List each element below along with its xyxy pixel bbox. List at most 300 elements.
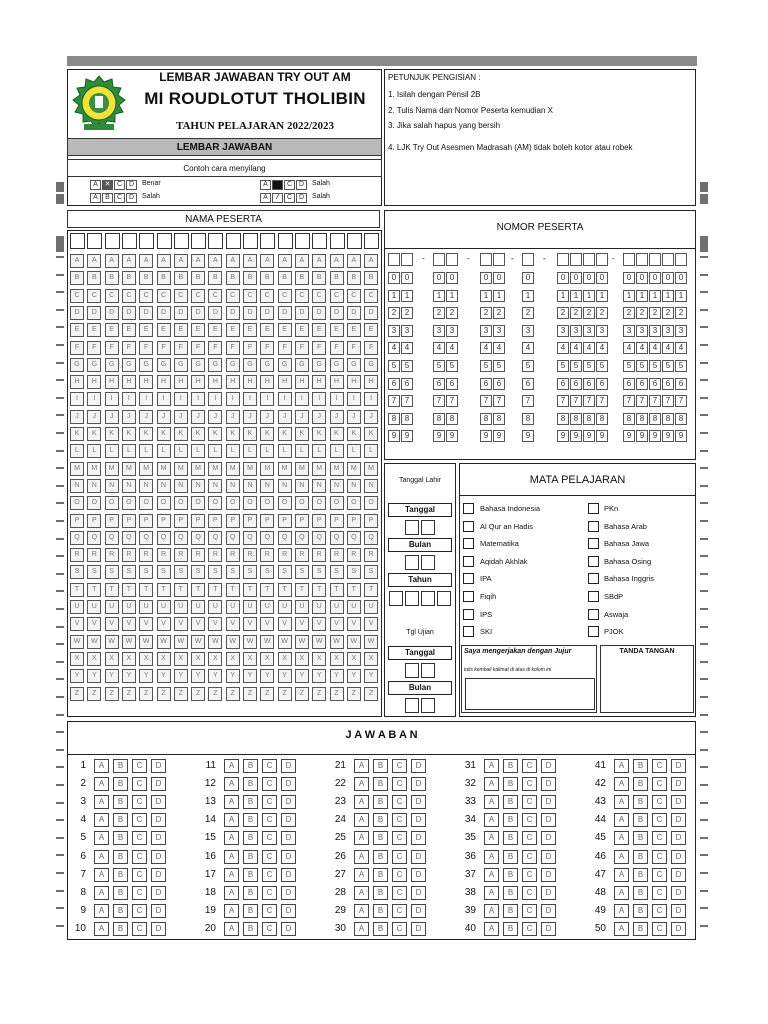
- nomor-bubble[interactable]: 7: [649, 395, 661, 407]
- nama-bubble[interactable]: F: [364, 341, 378, 355]
- answer-bubble[interactable]: B: [373, 759, 388, 773]
- nama-bubble[interactable]: C: [278, 289, 292, 303]
- nomor-bubble[interactable]: 1: [493, 290, 505, 302]
- answer-bubble[interactable]: A: [94, 777, 109, 791]
- nama-bubble[interactable]: Y: [70, 669, 84, 683]
- nomor-bubble[interactable]: 1: [401, 290, 413, 302]
- nama-bubble[interactable]: Z: [243, 687, 257, 701]
- nama-bubble[interactable]: W: [295, 635, 309, 649]
- nama-bubble[interactable]: I: [278, 392, 292, 406]
- nomor-write-box[interactable]: [636, 253, 648, 266]
- nama-bubble[interactable]: X: [364, 652, 378, 666]
- nomor-bubble[interactable]: 9: [596, 430, 608, 442]
- nomor-bubble[interactable]: 3: [623, 325, 635, 337]
- nama-bubble[interactable]: K: [157, 427, 171, 441]
- nama-bubble[interactable]: A: [174, 254, 188, 268]
- answer-bubble[interactable]: D: [151, 831, 166, 845]
- nama-bubble[interactable]: K: [105, 427, 119, 441]
- nomor-bubble[interactable]: 7: [662, 395, 674, 407]
- nama-bubble[interactable]: U: [87, 600, 101, 614]
- nomor-bubble[interactable]: 2: [557, 307, 569, 319]
- nomor-bubble[interactable]: 1: [522, 290, 534, 302]
- answer-bubble[interactable]: B: [373, 886, 388, 900]
- nomor-bubble[interactable]: 4: [623, 342, 635, 354]
- nomor-bubble[interactable]: 9: [662, 430, 674, 442]
- nama-bubble[interactable]: J: [157, 410, 171, 424]
- nama-bubble[interactable]: E: [278, 323, 292, 337]
- nama-bubble[interactable]: D: [330, 306, 344, 320]
- nama-bubble[interactable]: T: [191, 583, 205, 597]
- nomor-bubble[interactable]: 2: [433, 307, 445, 319]
- nomor-bubble[interactable]: 5: [570, 360, 582, 372]
- nama-bubble[interactable]: Z: [139, 687, 153, 701]
- nama-bubble[interactable]: B: [260, 271, 274, 285]
- answer-bubble[interactable]: D: [541, 777, 556, 791]
- nama-bubble[interactable]: J: [243, 410, 257, 424]
- nama-bubble[interactable]: O: [295, 496, 309, 510]
- subject-checkbox[interactable]: [588, 521, 599, 532]
- nomor-bubble[interactable]: 7: [401, 395, 413, 407]
- nama-bubble[interactable]: L: [330, 444, 344, 458]
- subject-checkbox[interactable]: [463, 521, 474, 532]
- nama-bubble[interactable]: A: [243, 254, 257, 268]
- nama-write-box[interactable]: [87, 233, 102, 249]
- answer-bubble[interactable]: B: [113, 850, 128, 864]
- nomor-bubble[interactable]: 5: [401, 360, 413, 372]
- nama-write-box[interactable]: [312, 233, 327, 249]
- nama-bubble[interactable]: Q: [330, 531, 344, 545]
- nama-bubble[interactable]: V: [157, 617, 171, 631]
- nama-bubble[interactable]: S: [243, 565, 257, 579]
- nama-bubble[interactable]: P: [174, 514, 188, 528]
- nama-bubble[interactable]: J: [295, 410, 309, 424]
- nama-bubble[interactable]: M: [243, 462, 257, 476]
- nama-bubble[interactable]: L: [226, 444, 240, 458]
- nama-bubble[interactable]: I: [174, 392, 188, 406]
- nomor-bubble[interactable]: 9: [649, 430, 661, 442]
- nama-bubble[interactable]: S: [70, 565, 84, 579]
- answer-bubble[interactable]: A: [614, 831, 629, 845]
- nama-bubble[interactable]: U: [122, 600, 136, 614]
- answer-bubble[interactable]: C: [262, 813, 277, 827]
- answer-bubble[interactable]: C: [652, 850, 667, 864]
- answer-bubble[interactable]: C: [522, 777, 537, 791]
- nama-bubble[interactable]: S: [364, 565, 378, 579]
- subject-checkbox[interactable]: [588, 591, 599, 602]
- answer-bubble[interactable]: B: [373, 868, 388, 882]
- nama-bubble[interactable]: W: [312, 635, 326, 649]
- answer-bubble[interactable]: B: [633, 922, 648, 936]
- nama-bubble[interactable]: Z: [157, 687, 171, 701]
- answer-bubble[interactable]: D: [671, 777, 686, 791]
- nama-bubble[interactable]: T: [139, 583, 153, 597]
- nomor-write-box[interactable]: [480, 253, 492, 266]
- nama-bubble[interactable]: G: [139, 358, 153, 372]
- nama-bubble[interactable]: Y: [226, 669, 240, 683]
- answer-bubble[interactable]: D: [411, 831, 426, 845]
- nama-bubble[interactable]: G: [364, 358, 378, 372]
- nama-bubble[interactable]: T: [278, 583, 292, 597]
- answer-bubble[interactable]: D: [281, 886, 296, 900]
- answer-bubble[interactable]: C: [392, 886, 407, 900]
- answer-bubble[interactable]: C: [132, 831, 147, 845]
- nama-bubble[interactable]: K: [87, 427, 101, 441]
- answer-bubble[interactable]: A: [354, 868, 369, 882]
- answer-bubble[interactable]: A: [224, 904, 239, 918]
- nomor-bubble[interactable]: 6: [388, 378, 400, 390]
- nama-bubble[interactable]: V: [70, 617, 84, 631]
- nama-bubble[interactable]: V: [122, 617, 136, 631]
- nomor-bubble[interactable]: 9: [522, 430, 534, 442]
- nama-bubble[interactable]: T: [330, 583, 344, 597]
- nomor-bubble[interactable]: 6: [480, 378, 492, 390]
- nama-bubble[interactable]: Z: [87, 687, 101, 701]
- nama-bubble[interactable]: N: [278, 479, 292, 493]
- nama-bubble[interactable]: F: [330, 341, 344, 355]
- nama-bubble[interactable]: N: [70, 479, 84, 493]
- nama-bubble[interactable]: T: [295, 583, 309, 597]
- nama-bubble[interactable]: Y: [208, 669, 222, 683]
- answer-bubble[interactable]: D: [281, 904, 296, 918]
- nama-bubble[interactable]: E: [174, 323, 188, 337]
- nama-bubble[interactable]: V: [243, 617, 257, 631]
- nama-bubble[interactable]: V: [347, 617, 361, 631]
- answer-bubble[interactable]: B: [243, 831, 258, 845]
- nama-bubble[interactable]: G: [260, 358, 274, 372]
- answer-bubble[interactable]: A: [614, 904, 629, 918]
- nama-bubble[interactable]: V: [208, 617, 222, 631]
- answer-bubble[interactable]: D: [151, 777, 166, 791]
- date-box[interactable]: [437, 591, 451, 606]
- nama-bubble[interactable]: Y: [243, 669, 257, 683]
- subject-checkbox[interactable]: [588, 626, 599, 637]
- nomor-bubble[interactable]: 1: [636, 290, 648, 302]
- answer-bubble[interactable]: A: [94, 904, 109, 918]
- nama-bubble[interactable]: X: [139, 652, 153, 666]
- nomor-bubble[interactable]: 8: [388, 413, 400, 425]
- date-box[interactable]: [421, 663, 435, 678]
- nomor-bubble[interactable]: 0: [596, 272, 608, 284]
- nama-bubble[interactable]: A: [191, 254, 205, 268]
- nama-bubble[interactable]: P: [87, 514, 101, 528]
- nomor-bubble[interactable]: 3: [493, 325, 505, 337]
- nama-bubble[interactable]: T: [87, 583, 101, 597]
- nama-bubble[interactable]: J: [105, 410, 119, 424]
- answer-bubble[interactable]: A: [484, 831, 499, 845]
- nama-write-box[interactable]: [191, 233, 206, 249]
- nama-bubble[interactable]: S: [105, 565, 119, 579]
- nama-write-box[interactable]: [295, 233, 310, 249]
- nama-bubble[interactable]: A: [87, 254, 101, 268]
- nama-bubble[interactable]: U: [364, 600, 378, 614]
- answer-bubble[interactable]: A: [94, 813, 109, 827]
- nomor-bubble[interactable]: 5: [493, 360, 505, 372]
- nomor-bubble[interactable]: 7: [388, 395, 400, 407]
- nama-bubble[interactable]: H: [364, 375, 378, 389]
- nomor-bubble[interactable]: 6: [596, 378, 608, 390]
- nama-bubble[interactable]: G: [157, 358, 171, 372]
- answer-bubble[interactable]: B: [503, 886, 518, 900]
- nomor-bubble[interactable]: 4: [583, 342, 595, 354]
- nama-bubble[interactable]: C: [87, 289, 101, 303]
- nama-bubble[interactable]: X: [174, 652, 188, 666]
- nama-bubble[interactable]: U: [260, 600, 274, 614]
- nama-bubble[interactable]: P: [364, 514, 378, 528]
- nama-bubble[interactable]: S: [278, 565, 292, 579]
- answer-bubble[interactable]: B: [373, 777, 388, 791]
- nama-bubble[interactable]: F: [191, 341, 205, 355]
- nama-bubble[interactable]: P: [226, 514, 240, 528]
- answer-bubble[interactable]: B: [503, 868, 518, 882]
- nama-bubble[interactable]: C: [139, 289, 153, 303]
- nama-bubble[interactable]: N: [191, 479, 205, 493]
- nomor-bubble[interactable]: 7: [675, 395, 687, 407]
- nama-bubble[interactable]: M: [122, 462, 136, 476]
- nomor-bubble[interactable]: 7: [480, 395, 492, 407]
- answer-bubble[interactable]: C: [522, 813, 537, 827]
- nama-bubble[interactable]: X: [157, 652, 171, 666]
- nomor-write-box[interactable]: [675, 253, 687, 266]
- nama-bubble[interactable]: Q: [70, 531, 84, 545]
- nama-bubble[interactable]: E: [226, 323, 240, 337]
- answer-bubble[interactable]: C: [392, 777, 407, 791]
- nama-bubble[interactable]: P: [70, 514, 84, 528]
- nomor-bubble[interactable]: 3: [480, 325, 492, 337]
- nama-bubble[interactable]: N: [364, 479, 378, 493]
- nama-bubble[interactable]: D: [157, 306, 171, 320]
- nama-bubble[interactable]: G: [330, 358, 344, 372]
- date-box[interactable]: [405, 698, 419, 713]
- answer-bubble[interactable]: A: [484, 886, 499, 900]
- nama-bubble[interactable]: L: [139, 444, 153, 458]
- nama-bubble[interactable]: F: [87, 341, 101, 355]
- nama-bubble[interactable]: E: [87, 323, 101, 337]
- nomor-bubble[interactable]: 4: [662, 342, 674, 354]
- nomor-bubble[interactable]: 1: [583, 290, 595, 302]
- nama-bubble[interactable]: U: [295, 600, 309, 614]
- nama-bubble[interactable]: Y: [295, 669, 309, 683]
- answer-bubble[interactable]: D: [541, 850, 556, 864]
- nama-bubble[interactable]: B: [87, 271, 101, 285]
- nama-bubble[interactable]: I: [347, 392, 361, 406]
- nama-bubble[interactable]: R: [174, 548, 188, 562]
- nama-bubble[interactable]: C: [157, 289, 171, 303]
- nomor-bubble[interactable]: 4: [493, 342, 505, 354]
- nama-bubble[interactable]: X: [278, 652, 292, 666]
- nomor-bubble[interactable]: 0: [675, 272, 687, 284]
- nama-write-box[interactable]: [157, 233, 172, 249]
- answer-bubble[interactable]: C: [652, 777, 667, 791]
- nama-bubble[interactable]: L: [70, 444, 84, 458]
- answer-bubble[interactable]: A: [614, 922, 629, 936]
- nama-bubble[interactable]: N: [122, 479, 136, 493]
- nama-bubble[interactable]: W: [157, 635, 171, 649]
- nama-bubble[interactable]: S: [174, 565, 188, 579]
- nomor-bubble[interactable]: 0: [401, 272, 413, 284]
- nama-bubble[interactable]: I: [364, 392, 378, 406]
- answer-bubble[interactable]: C: [132, 813, 147, 827]
- nama-bubble[interactable]: A: [364, 254, 378, 268]
- nomor-bubble[interactable]: 1: [570, 290, 582, 302]
- answer-bubble[interactable]: B: [633, 795, 648, 809]
- nama-bubble[interactable]: F: [208, 341, 222, 355]
- answer-bubble[interactable]: B: [633, 777, 648, 791]
- answer-bubble[interactable]: C: [392, 759, 407, 773]
- nama-bubble[interactable]: V: [295, 617, 309, 631]
- nama-bubble[interactable]: X: [347, 652, 361, 666]
- nama-bubble[interactable]: J: [260, 410, 274, 424]
- nama-bubble[interactable]: A: [312, 254, 326, 268]
- nama-bubble[interactable]: H: [226, 375, 240, 389]
- nama-bubble[interactable]: X: [105, 652, 119, 666]
- answer-bubble[interactable]: D: [411, 759, 426, 773]
- nama-bubble[interactable]: Q: [278, 531, 292, 545]
- answer-bubble[interactable]: B: [113, 831, 128, 845]
- nama-bubble[interactable]: V: [278, 617, 292, 631]
- answer-bubble[interactable]: A: [224, 868, 239, 882]
- nama-bubble[interactable]: L: [174, 444, 188, 458]
- nama-bubble[interactable]: Y: [330, 669, 344, 683]
- nama-bubble[interactable]: M: [70, 462, 84, 476]
- nama-bubble[interactable]: O: [157, 496, 171, 510]
- nama-bubble[interactable]: R: [330, 548, 344, 562]
- nama-bubble[interactable]: U: [330, 600, 344, 614]
- answer-bubble[interactable]: C: [652, 831, 667, 845]
- nomor-bubble[interactable]: 5: [662, 360, 674, 372]
- nama-bubble[interactable]: K: [226, 427, 240, 441]
- nama-bubble[interactable]: Q: [139, 531, 153, 545]
- nama-bubble[interactable]: P: [191, 514, 205, 528]
- nama-bubble[interactable]: T: [70, 583, 84, 597]
- nomor-bubble[interactable]: 6: [557, 378, 569, 390]
- nama-bubble[interactable]: S: [191, 565, 205, 579]
- nama-bubble[interactable]: W: [139, 635, 153, 649]
- nomor-write-box[interactable]: [446, 253, 458, 266]
- nomor-bubble[interactable]: 0: [522, 272, 534, 284]
- nama-bubble[interactable]: M: [191, 462, 205, 476]
- nama-bubble[interactable]: S: [260, 565, 274, 579]
- answer-bubble[interactable]: A: [484, 813, 499, 827]
- answer-bubble[interactable]: D: [281, 795, 296, 809]
- nama-bubble[interactable]: H: [312, 375, 326, 389]
- answer-bubble[interactable]: A: [614, 850, 629, 864]
- answer-bubble[interactable]: B: [633, 868, 648, 882]
- nomor-bubble[interactable]: 9: [557, 430, 569, 442]
- nomor-bubble[interactable]: 6: [522, 378, 534, 390]
- nomor-bubble[interactable]: 8: [636, 413, 648, 425]
- answer-bubble[interactable]: A: [614, 759, 629, 773]
- nama-bubble[interactable]: H: [139, 375, 153, 389]
- nomor-bubble[interactable]: 8: [662, 413, 674, 425]
- answer-bubble[interactable]: B: [503, 904, 518, 918]
- nama-bubble[interactable]: Y: [139, 669, 153, 683]
- nama-bubble[interactable]: A: [139, 254, 153, 268]
- answer-bubble[interactable]: D: [151, 795, 166, 809]
- nomor-bubble[interactable]: 7: [433, 395, 445, 407]
- nama-bubble[interactable]: K: [330, 427, 344, 441]
- nama-bubble[interactable]: E: [122, 323, 136, 337]
- nama-bubble[interactable]: K: [260, 427, 274, 441]
- nomor-bubble[interactable]: 9: [493, 430, 505, 442]
- nama-bubble[interactable]: C: [243, 289, 257, 303]
- answer-bubble[interactable]: B: [373, 850, 388, 864]
- answer-bubble[interactable]: B: [113, 795, 128, 809]
- nomor-bubble[interactable]: 1: [388, 290, 400, 302]
- nama-bubble[interactable]: K: [295, 427, 309, 441]
- nomor-bubble[interactable]: 3: [596, 325, 608, 337]
- nomor-bubble[interactable]: 6: [623, 378, 635, 390]
- nama-bubble[interactable]: F: [157, 341, 171, 355]
- answer-bubble[interactable]: D: [411, 795, 426, 809]
- nama-bubble[interactable]: B: [226, 271, 240, 285]
- nama-bubble[interactable]: K: [122, 427, 136, 441]
- nama-bubble[interactable]: I: [87, 392, 101, 406]
- nama-bubble[interactable]: Q: [191, 531, 205, 545]
- nama-bubble[interactable]: P: [312, 514, 326, 528]
- nama-bubble[interactable]: S: [312, 565, 326, 579]
- nama-bubble[interactable]: D: [295, 306, 309, 320]
- nama-bubble[interactable]: H: [243, 375, 257, 389]
- nama-bubble[interactable]: F: [347, 341, 361, 355]
- nama-bubble[interactable]: Y: [174, 669, 188, 683]
- nama-bubble[interactable]: L: [105, 444, 119, 458]
- nomor-bubble[interactable]: 4: [675, 342, 687, 354]
- nama-bubble[interactable]: I: [312, 392, 326, 406]
- nomor-bubble[interactable]: 3: [662, 325, 674, 337]
- nama-bubble[interactable]: Z: [191, 687, 205, 701]
- nomor-bubble[interactable]: 2: [401, 307, 413, 319]
- answer-bubble[interactable]: B: [633, 904, 648, 918]
- answer-bubble[interactable]: B: [113, 886, 128, 900]
- subject-checkbox[interactable]: [588, 538, 599, 549]
- nomor-bubble[interactable]: 5: [623, 360, 635, 372]
- nama-bubble[interactable]: Z: [295, 687, 309, 701]
- nama-bubble[interactable]: R: [295, 548, 309, 562]
- answer-bubble[interactable]: A: [224, 777, 239, 791]
- nama-bubble[interactable]: C: [208, 289, 222, 303]
- nama-bubble[interactable]: L: [87, 444, 101, 458]
- nama-bubble[interactable]: J: [87, 410, 101, 424]
- nama-bubble[interactable]: Z: [278, 687, 292, 701]
- nama-bubble[interactable]: J: [330, 410, 344, 424]
- nama-bubble[interactable]: Z: [122, 687, 136, 701]
- nomor-bubble[interactable]: 9: [636, 430, 648, 442]
- nama-bubble[interactable]: C: [174, 289, 188, 303]
- nama-bubble[interactable]: I: [295, 392, 309, 406]
- nomor-bubble[interactable]: 3: [675, 325, 687, 337]
- nama-bubble[interactable]: B: [312, 271, 326, 285]
- nama-bubble[interactable]: O: [330, 496, 344, 510]
- nomor-bubble[interactable]: 5: [649, 360, 661, 372]
- nama-bubble[interactable]: H: [87, 375, 101, 389]
- nama-bubble[interactable]: F: [295, 341, 309, 355]
- nama-bubble[interactable]: R: [70, 548, 84, 562]
- answer-bubble[interactable]: A: [484, 904, 499, 918]
- answer-bubble[interactable]: D: [151, 868, 166, 882]
- nama-bubble[interactable]: K: [208, 427, 222, 441]
- nama-bubble[interactable]: R: [191, 548, 205, 562]
- nomor-bubble[interactable]: 2: [480, 307, 492, 319]
- nomor-bubble[interactable]: 5: [636, 360, 648, 372]
- nomor-bubble[interactable]: 3: [636, 325, 648, 337]
- nama-write-box[interactable]: [278, 233, 293, 249]
- answer-bubble[interactable]: A: [224, 813, 239, 827]
- nomor-bubble[interactable]: 0: [446, 272, 458, 284]
- nomor-bubble[interactable]: 2: [570, 307, 582, 319]
- nama-bubble[interactable]: J: [226, 410, 240, 424]
- answer-bubble[interactable]: C: [392, 795, 407, 809]
- nama-bubble[interactable]: N: [260, 479, 274, 493]
